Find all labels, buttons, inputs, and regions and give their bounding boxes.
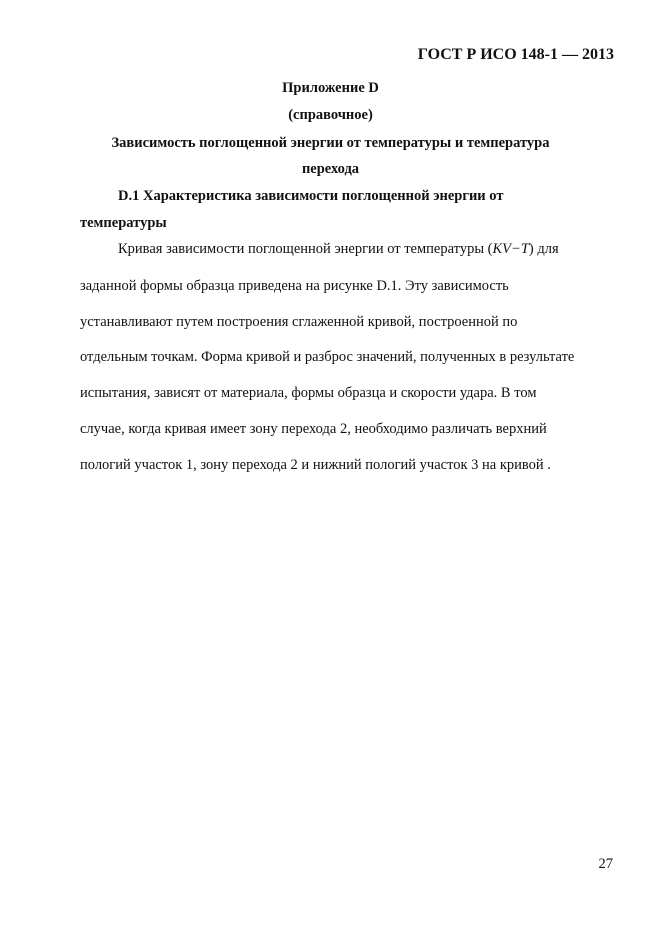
page-number: 27: [598, 856, 613, 872]
paragraph-line-5: испытания, зависят от материала, формы образца и скорости удара. В том: [80, 385, 537, 401]
appendix-title: Приложение D: [282, 80, 379, 96]
formula-kv-t: KV−T: [492, 241, 529, 257]
paragraph-line-3: устанавливают путем построения сглаженной кривой, построенной по: [80, 314, 518, 330]
paragraph-line-1-end: ) для: [528, 241, 559, 257]
paragraph-line-2: заданной формы образца приведена на рисунке D.1. Эту зависимость: [80, 278, 509, 294]
paragraph-line-7: пологий участок 1, зону перехода 2 и нижний пологий участок 3 на кривой .: [80, 457, 551, 473]
appendix-status: (справочное): [288, 107, 373, 123]
paragraph-line-1-start: Кривая зависимости поглощенной энергии от температуры (: [118, 241, 493, 257]
appendix-heading-line-1: Зависимость поглощенной энергии от температуры и температура: [111, 135, 550, 151]
section-heading-line-1: D.1 Характеристика зависимости поглощенной энергии от: [118, 188, 504, 204]
section-heading-line-2: температуры: [80, 215, 167, 231]
paragraph-line-6: случае, когда кривая имеет зону перехода 2, необходимо различать верхний: [80, 421, 547, 437]
paragraph-line-1: [118, 241, 559, 258]
paragraph-line-4: отдельным точкам. Форма кривой и разброс значений, полученных в результате: [80, 349, 575, 365]
appendix-heading-line-2: перехода: [301, 161, 360, 177]
standard-code: ГОСТ Р ИСО 148-1 — 2013: [417, 46, 614, 63]
